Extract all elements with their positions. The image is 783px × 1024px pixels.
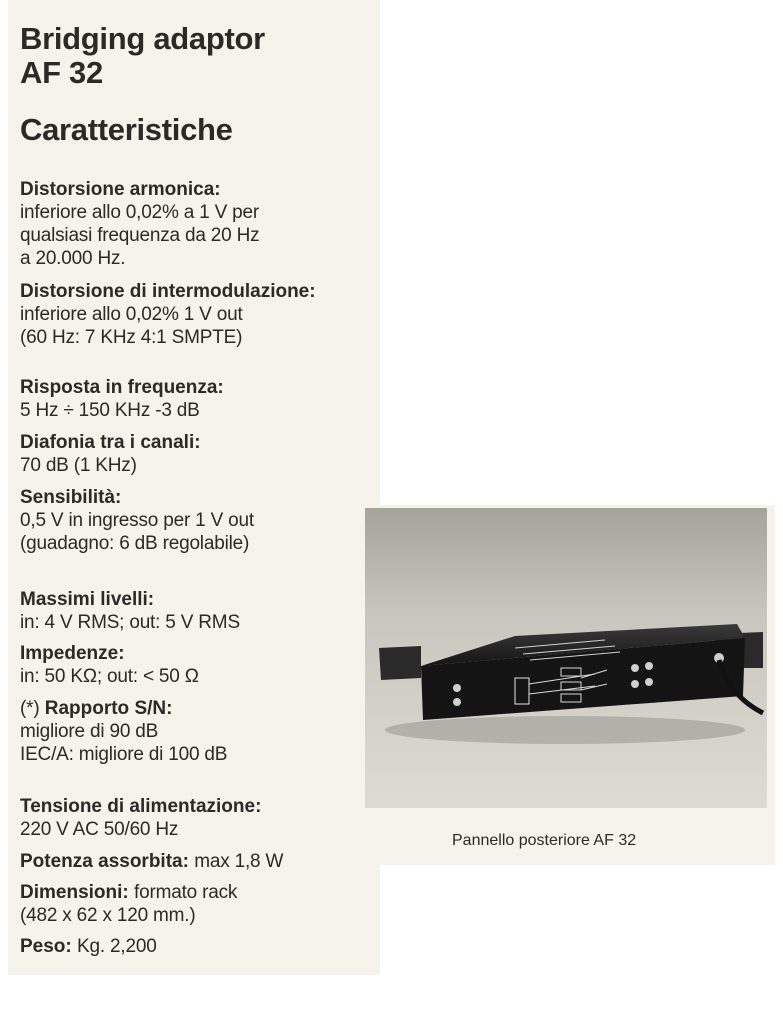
spec-line: 70 dB (1 KHz) [20, 455, 137, 476]
spec-line: (guadagno: 6 dB regolabile) [20, 533, 250, 554]
spec-tensione-alimentazione [20, 795, 261, 841]
spec-distorsione-armonica [20, 178, 259, 270]
spec-rapporto-sn [20, 697, 227, 766]
spec-key: Sensibilità: [20, 487, 122, 508]
spec-key: Potenza assorbita: [20, 851, 189, 872]
title-line-2: AF 32 [20, 55, 103, 90]
spec-line: inferiore allo 0,02% 1 V out [20, 304, 243, 325]
spec-key: Impedenze: [20, 643, 125, 664]
rack-device-illustration [365, 508, 767, 808]
spec-line: migliore di 90 dB [20, 721, 159, 742]
spec-key: Massimi livelli: [20, 589, 155, 610]
spec-value: Kg. 2,200 [77, 936, 157, 957]
spec-line: 220 V AC 50/60 Hz [20, 819, 179, 840]
spec-dimensioni [20, 881, 237, 927]
product-photo [365, 508, 767, 808]
spec-peso [20, 935, 157, 958]
spec-line: qualsiasi frequenza da 20 Hz [20, 225, 260, 246]
spec-distorsione-intermodulazione [20, 280, 316, 349]
spec-line: IEC/A: migliore di 100 dB [20, 744, 228, 765]
spec-line: in: 4 V RMS; out: 5 V RMS [20, 612, 240, 633]
spec-value: formato rack [134, 882, 238, 903]
spec-massimi-livelli [20, 588, 240, 634]
spec-value: max 1,8 W [194, 851, 284, 872]
title-line-1: Bridging adaptor [20, 21, 265, 56]
spec-key: Distorsione di intermodulazione: [20, 281, 316, 302]
spec-key: Peso: [20, 936, 72, 957]
spec-line: a 20.000 Hz. [20, 248, 126, 269]
spec-key: Distorsione armonica: [20, 179, 221, 200]
spec-line: inferiore allo 0,02% a 1 V per [20, 202, 260, 223]
section-heading: Caratteristiche [20, 112, 233, 147]
spec-key: Risposta in frequenza: [20, 377, 224, 398]
spec-key: Rapporto S/N: [44, 698, 173, 719]
spec-key: Dimensioni: [20, 882, 129, 903]
spec-diafonia [20, 431, 201, 477]
spec-sensibilita [20, 486, 254, 555]
spec-key: Tensione di alimentazione: [20, 796, 262, 817]
spec-impedenze [20, 642, 199, 688]
spec-prefix: (*) [20, 698, 40, 719]
product-title [20, 22, 265, 90]
spec-line: (60 Hz: 7 KHz 4:1 SMPTE) [20, 327, 243, 348]
spec-line: 0,5 V in ingresso per 1 V out [20, 510, 254, 531]
photo-caption: Pannello posteriore AF 32 [452, 832, 637, 849]
spec-risposta-frequenza [20, 376, 224, 422]
spec-line: (482 x 62 x 120 mm.) [20, 905, 196, 926]
spec-key: Diafonia tra i canali: [20, 432, 201, 453]
spec-potenza-assorbita [20, 850, 283, 873]
spec-line: in: 50 KΩ; out: < 50 Ω [20, 666, 199, 687]
spec-line: 5 Hz ÷ 150 KHz -3 dB [20, 400, 200, 421]
